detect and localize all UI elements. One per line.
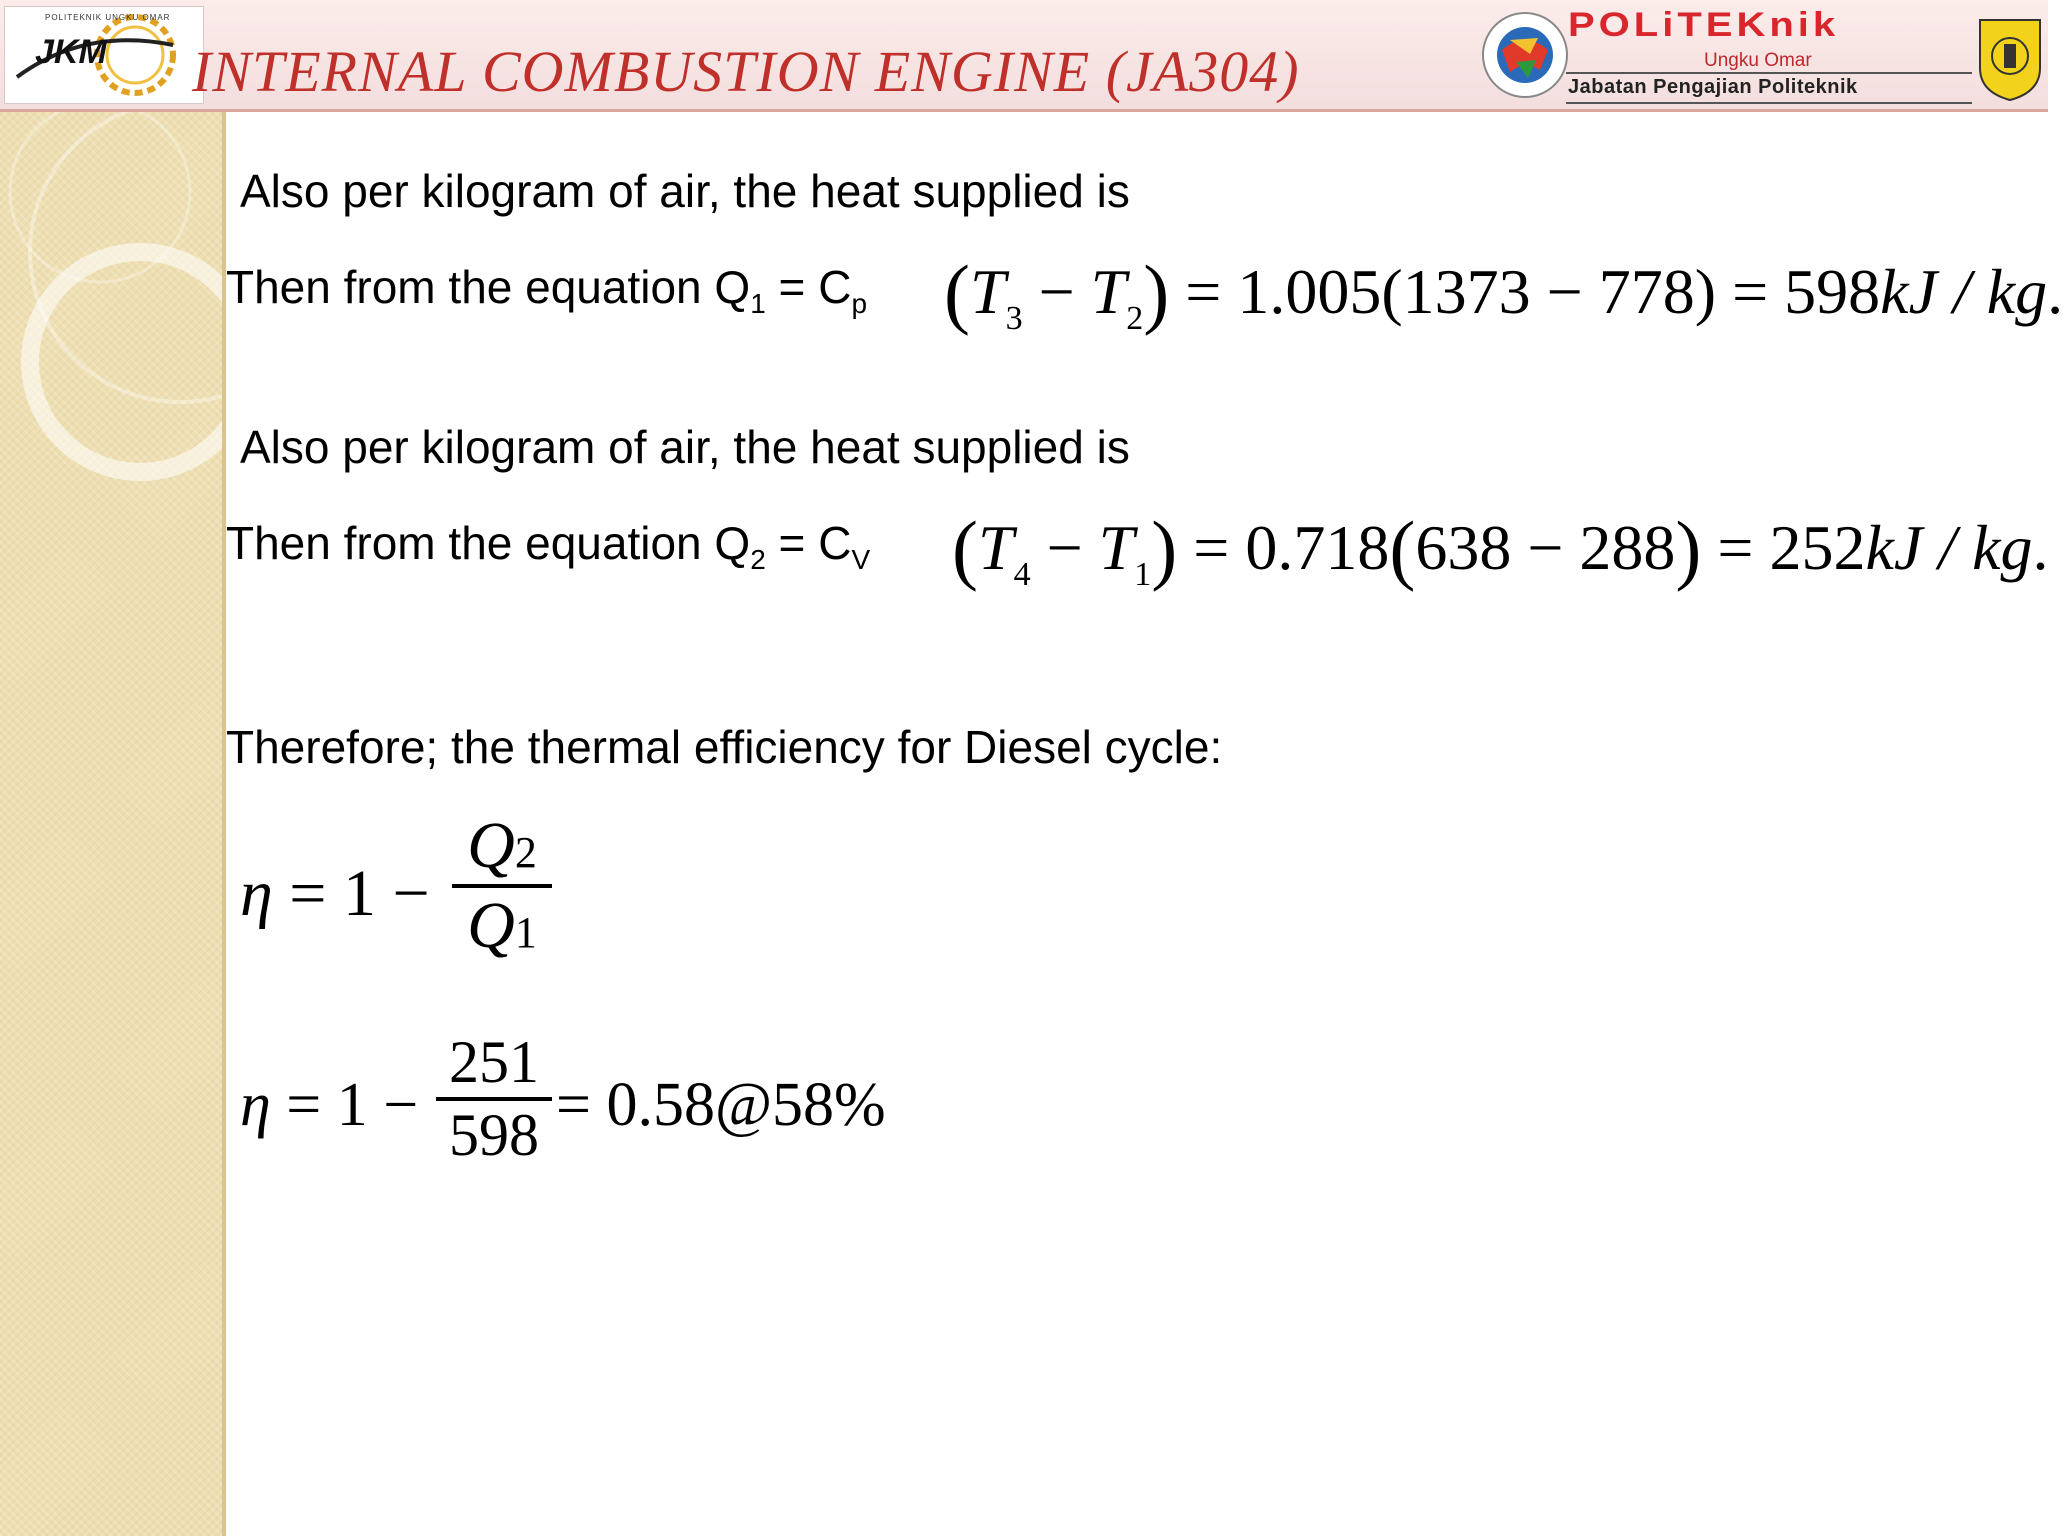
eq1-t3-sub: 3 <box>1005 300 1023 337</box>
equation-q2-cv: = C <box>765 517 852 569</box>
formula2-num: 251 <box>449 1029 539 1095</box>
formula1-den: Q <box>467 889 515 962</box>
logo-divider-bottom <box>1566 102 1972 104</box>
equation-q2-lead: Then from the equation Q <box>226 517 751 569</box>
eq1-t3: T <box>969 256 1006 327</box>
efficiency-formula-numeric <box>240 1070 418 1141</box>
politeknik-wordmark: POLiTEKnik <box>1568 6 1840 44</box>
formula2-result: = 0.58@58% <box>556 1071 886 1139</box>
formula1-eq: = 1 − <box>272 857 430 930</box>
equation-q2-subscript: 2 <box>750 544 766 575</box>
equation-q1-cp: = C <box>765 261 852 313</box>
eq2-unit: kJ / kg <box>1865 512 2033 583</box>
eq2-t1-sub: 1 <box>1134 556 1152 593</box>
side-strip-edge <box>222 112 226 1536</box>
eq2-mid: = 0.718 <box>1177 512 1390 583</box>
eq1-t2: T <box>1090 256 1127 327</box>
formula1-eta: η <box>240 857 273 930</box>
eq2-t4: T <box>977 512 1014 583</box>
eq2-t4-sub: 4 <box>1013 556 1031 593</box>
decorative-rings <box>0 112 226 1536</box>
equation-q1-cp-subscript: p <box>851 288 868 319</box>
formula1-num-sub: 2 <box>514 828 537 877</box>
equation-q2 <box>226 516 870 576</box>
school-crest-icon <box>1976 14 2044 102</box>
page-title: INTERNAL COMBUSTION ENGINE (JA304) <box>192 39 1300 104</box>
formula1-num: Q <box>467 809 515 882</box>
politeknik-department: Jabatan Pengajian Politeknik <box>1568 76 1858 98</box>
eq2-minus: − <box>1030 512 1099 583</box>
politeknik-subtitle: Ungku Omar <box>1704 50 1812 71</box>
formula2-fraction <box>436 1028 552 1170</box>
equation-q1-subscript: 1 <box>750 288 766 319</box>
eq2-result: = 252 <box>1701 512 1866 583</box>
eq1-minus: − <box>1022 256 1091 327</box>
jkm-logo-ring-text: POLITEKNIK UNGKU OMAR <box>45 13 171 22</box>
eq2-t1: T <box>1098 512 1135 583</box>
eq2-inner: 638 − 288 <box>1415 512 1676 583</box>
formula1-fraction <box>452 808 552 964</box>
heat-supplied-text-1: Also per kilogram of air, the heat supplied is <box>240 165 1130 217</box>
eq1-t2-sub: 2 <box>1126 300 1144 337</box>
formula2-eta: η <box>240 1071 271 1139</box>
formula2-den: 598 <box>449 1102 539 1168</box>
slide-header <box>0 0 2048 112</box>
formula1-den-sub: 1 <box>514 908 537 957</box>
efficiency-intro-text: Therefore; the thermal efficiency for Diesel cycle: <box>226 721 1223 773</box>
equation-q2-cv-subscript: V <box>851 544 871 575</box>
logo-divider-top <box>1566 72 1972 74</box>
eq1-end: . <box>2047 256 2063 327</box>
eq2-end: . <box>2032 512 2049 583</box>
equation-q2-math: $(T_4 - T_1) = 0.718(638 - 288) = 252kJ$ / kg. <box>952 505 2049 593</box>
eq1-unit: kJ / kg <box>1880 256 2048 327</box>
equation-q1 <box>226 260 867 320</box>
decorative-side-strip <box>0 112 226 1536</box>
formula2-eq: = 1 − <box>270 1071 419 1139</box>
eq1-result: = 1.005(1373 − 778) = 598 <box>1169 256 1881 327</box>
equation-q1-lead: Then from the equation Q <box>226 261 751 313</box>
politeknik-globe-logo-icon <box>1480 10 1570 100</box>
efficiency-formula-symbolic <box>240 856 430 932</box>
jkm-logo <box>4 6 204 104</box>
equation-q1-math: $(T_3 - T_2) = 1.005(1373 - 778) = 598kJ$ / kg. <box>944 249 2063 337</box>
heat-supplied-text-2: Also per kilogram of air, the heat supplied is <box>240 421 1130 473</box>
jkm-logo-text: JKM <box>35 33 107 71</box>
